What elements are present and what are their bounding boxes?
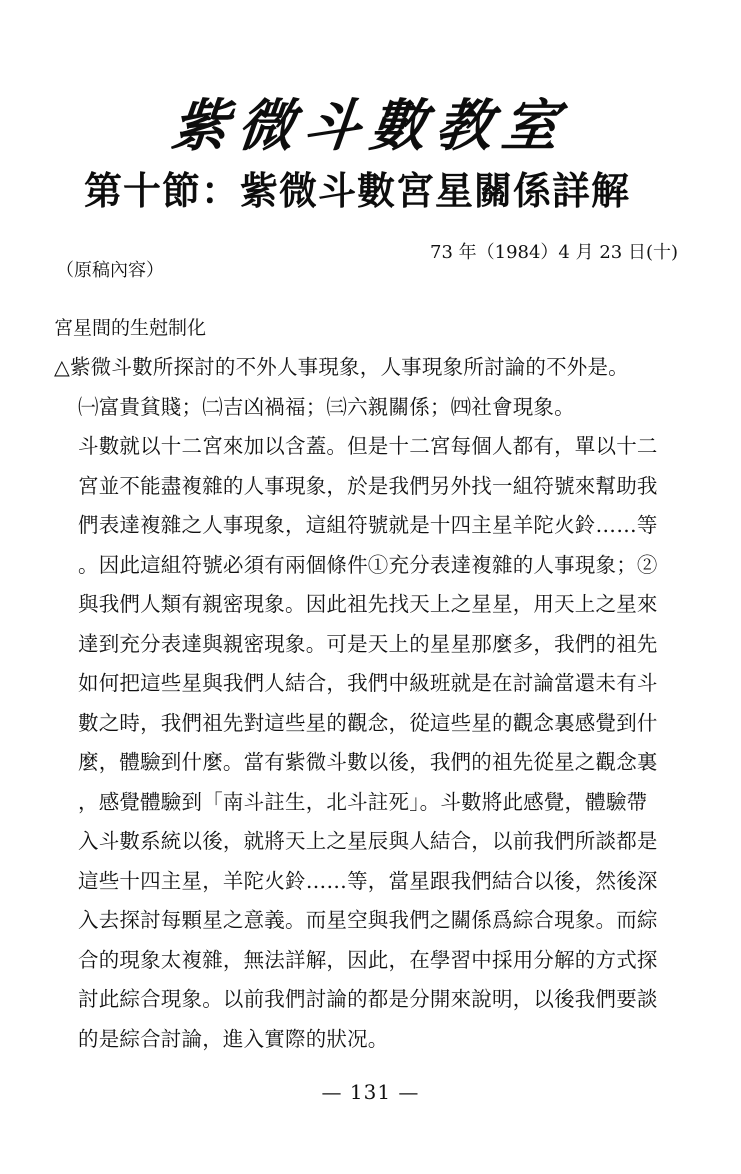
calligraphy-title: 紫微斗數教室 <box>168 93 572 159</box>
body-line: 入斗數系統以後，就將天上之星辰與人結合，以前我們所談都是 <box>78 829 658 853</box>
section-title: 第十節：紫微斗數宮星關係詳解 <box>84 169 631 213</box>
meta-row <box>0 238 741 281</box>
manuscript-note: （原稿內容） <box>56 260 164 281</box>
body-line: ㈠富貴貧賤；㈡吉凶禍福；㈢六親關係；㈣社會現象。 <box>78 394 575 419</box>
date-label: 73 年（1984）4 月 23 日(十) <box>430 242 679 263</box>
page-number: — 131 — <box>321 1080 420 1104</box>
body-line: ，感覺體驗到「南斗註生，北斗註死」。斗數將此感覺，體驗帶 <box>78 789 648 814</box>
body-line: 如何把這些星與我們人結合，我們中級班就是在討論當還未有斗 <box>78 671 658 695</box>
body-line: 。因此這組符號必須有兩個條件①充分表達複雜的人事現象；② <box>78 552 658 577</box>
body-line: 們表達複雜之人事現象，這組符號就是十四主星羊陀火鈴……等 <box>78 513 658 537</box>
body-line: 與我們人類有親密現象。因此祖先找天上之星星，用天上之星來 <box>78 592 658 616</box>
body-line: 的是綜合討論，進入實際的狀况。 <box>78 1026 389 1051</box>
body-line: 入去探討每顆星之意義。而星空與我們之關係爲綜合現象。而綜 <box>78 908 658 932</box>
body-line: 數之時，我們祖先對這些星的觀念，從這些星的觀念裏感覺到什 <box>78 710 658 735</box>
subheading: 宮星間的生尅制化 <box>54 317 207 339</box>
body-text <box>54 348 704 1059</box>
body-line: 合的現象太複雜，無法詳解，因此，在學習中採用分解的方式探 <box>78 947 658 972</box>
body-line: 這些十四主星，羊陀火鈴……等，當星跟我們結合以後，然後深 <box>78 868 658 893</box>
body-line: 麼，體驗到什麼。當有紫微斗數以後，我們的祖先從星之觀念裏 <box>78 750 658 774</box>
body-line: 宮並不能盡複雜的人事現象，於是我們另外找一組符號來幫助我 <box>78 473 658 498</box>
body-line: △紫微斗數所探討的不外人事現象，人事現象所討論的不外是。 <box>54 355 629 379</box>
body-line: 斗數就以十二宮來加以含蓋。但是十二宮每個人都有，單以十二 <box>78 434 658 458</box>
body-line: 討此綜合現象。以前我們討論的都是分開來說明，以後我們要談 <box>78 987 658 1011</box>
body-line: 達到充分表達與親密現象。可是天上的星星那麼多，我們的祖先 <box>78 631 658 656</box>
